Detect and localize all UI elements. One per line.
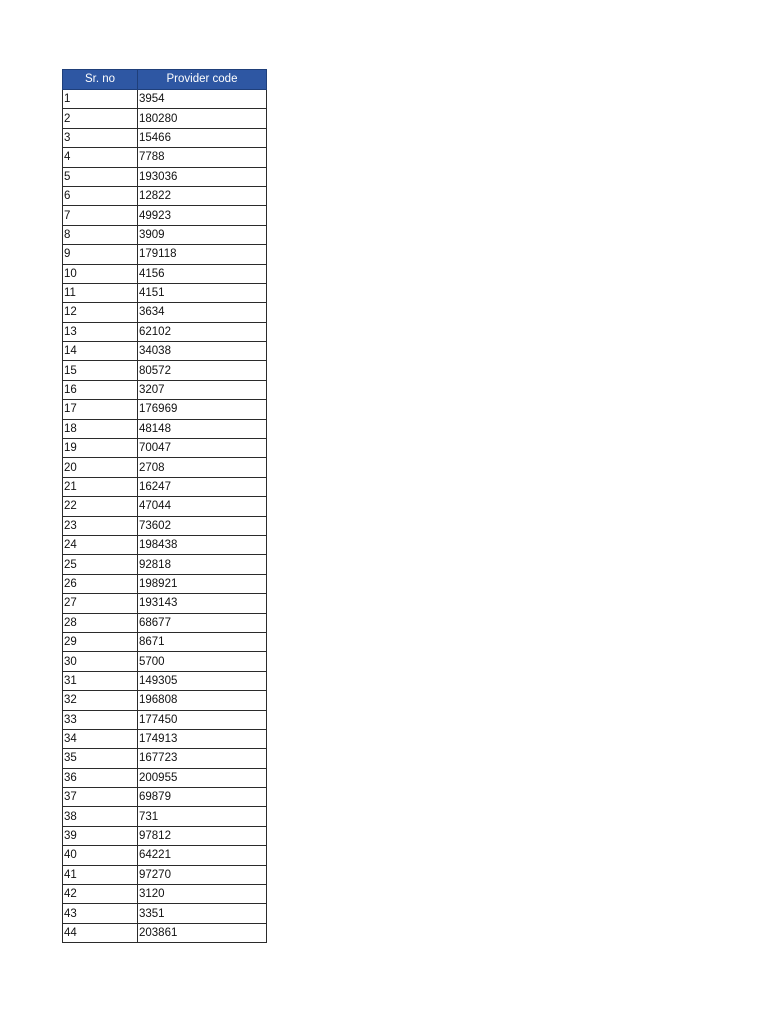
provider-code-cell: 174913 — [138, 729, 267, 748]
sr-no-cell: 15 — [63, 361, 138, 380]
sr-no-cell: 33 — [63, 710, 138, 729]
table-row — [63, 555, 267, 574]
provider-code-cell: 64221 — [138, 846, 267, 865]
sr-no-cell: 2 — [63, 109, 138, 128]
sr-no-cell: 10 — [63, 264, 138, 283]
table-row — [63, 671, 267, 690]
sr-no-cell: 9 — [63, 245, 138, 264]
table-row — [63, 749, 267, 768]
table-row — [63, 574, 267, 593]
table-row — [63, 729, 267, 748]
provider-code-cell: 4151 — [138, 283, 267, 302]
sr-no-cell: 29 — [63, 632, 138, 651]
sr-no-cell: 42 — [63, 885, 138, 904]
sr-no-cell: 43 — [63, 904, 138, 923]
provider-code-cell: 49923 — [138, 206, 267, 225]
sr-no-cell: 8 — [63, 225, 138, 244]
sr-no-cell: 3 — [63, 128, 138, 147]
table-row — [63, 322, 267, 341]
sr-no-cell: 26 — [63, 574, 138, 593]
table-row — [63, 904, 267, 923]
table-row — [63, 632, 267, 651]
table-row — [63, 885, 267, 904]
table-row — [63, 283, 267, 302]
provider-code-cell: 193036 — [138, 167, 267, 186]
provider-code-cell: 73602 — [138, 516, 267, 535]
table-row — [63, 516, 267, 535]
table-row — [63, 458, 267, 477]
table-row — [63, 768, 267, 787]
column-header-provider-code: Provider code — [138, 70, 267, 90]
table-row — [63, 225, 267, 244]
sr-no-cell: 16 — [63, 380, 138, 399]
table-row — [63, 826, 267, 845]
provider-code-cell: 3120 — [138, 885, 267, 904]
sr-no-cell: 41 — [63, 865, 138, 884]
table-row — [63, 923, 267, 942]
provider-code-cell: 48148 — [138, 419, 267, 438]
provider-code-cell: 3207 — [138, 380, 267, 399]
table-row — [63, 419, 267, 438]
provider-code-cell: 80572 — [138, 361, 267, 380]
table-row — [63, 206, 267, 225]
sr-no-cell: 17 — [63, 400, 138, 419]
provider-code-cell: 68677 — [138, 613, 267, 632]
table-row — [63, 652, 267, 671]
provider-code-cell: 149305 — [138, 671, 267, 690]
provider-code-cell: 8671 — [138, 632, 267, 651]
sr-no-cell: 30 — [63, 652, 138, 671]
sr-no-cell: 40 — [63, 846, 138, 865]
provider-code-cell: 198438 — [138, 535, 267, 554]
table-row — [63, 788, 267, 807]
table-row — [63, 439, 267, 458]
sr-no-cell: 27 — [63, 594, 138, 613]
provider-code-cell: 97270 — [138, 865, 267, 884]
sr-no-cell: 6 — [63, 186, 138, 205]
table-row — [63, 303, 267, 322]
sr-no-cell: 1 — [63, 90, 138, 109]
sr-no-cell: 35 — [63, 749, 138, 768]
provider-code-cell: 16247 — [138, 477, 267, 496]
provider-code-cell: 70047 — [138, 439, 267, 458]
table-row — [63, 264, 267, 283]
table-row — [63, 613, 267, 632]
provider-code-cell: 198921 — [138, 574, 267, 593]
provider-code-cell: 15466 — [138, 128, 267, 147]
provider-code-cell: 62102 — [138, 322, 267, 341]
provider-code-cell: 203861 — [138, 923, 267, 942]
sr-no-cell: 4 — [63, 148, 138, 167]
sr-no-cell: 23 — [63, 516, 138, 535]
provider-code-cell: 3909 — [138, 225, 267, 244]
sr-no-cell: 37 — [63, 788, 138, 807]
column-header-sr-no: Sr. no — [63, 70, 138, 90]
provider-code-cell: 193143 — [138, 594, 267, 613]
table-row — [63, 691, 267, 710]
table-row — [63, 90, 267, 109]
sr-no-cell: 19 — [63, 439, 138, 458]
provider-code-cell: 3954 — [138, 90, 267, 109]
sr-no-cell: 12 — [63, 303, 138, 322]
provider-code-cell: 97812 — [138, 826, 267, 845]
provider-code-cell: 3351 — [138, 904, 267, 923]
sr-no-cell: 38 — [63, 807, 138, 826]
table-row — [63, 245, 267, 264]
sr-no-cell: 21 — [63, 477, 138, 496]
table-body — [63, 90, 267, 943]
sr-no-cell: 18 — [63, 419, 138, 438]
sr-no-cell: 34 — [63, 729, 138, 748]
provider-code-cell: 2708 — [138, 458, 267, 477]
provider-code-cell: 5700 — [138, 652, 267, 671]
table-row — [63, 186, 267, 205]
provider-code-cell: 200955 — [138, 768, 267, 787]
provider-code-table — [62, 69, 267, 943]
provider-code-cell: 12822 — [138, 186, 267, 205]
provider-code-cell: 34038 — [138, 342, 267, 361]
provider-code-cell: 176969 — [138, 400, 267, 419]
provider-code-cell: 196808 — [138, 691, 267, 710]
table-row — [63, 128, 267, 147]
table-row — [63, 167, 267, 186]
table-row — [63, 342, 267, 361]
sr-no-cell: 24 — [63, 535, 138, 554]
table-row — [63, 477, 267, 496]
provider-code-cell: 7788 — [138, 148, 267, 167]
sr-no-cell: 13 — [63, 322, 138, 341]
provider-code-cell: 179118 — [138, 245, 267, 264]
sr-no-cell: 22 — [63, 497, 138, 516]
table-row — [63, 148, 267, 167]
sr-no-cell: 14 — [63, 342, 138, 361]
sr-no-cell: 31 — [63, 671, 138, 690]
provider-code-cell: 177450 — [138, 710, 267, 729]
table-row — [63, 497, 267, 516]
provider-code-cell: 3634 — [138, 303, 267, 322]
sr-no-cell: 7 — [63, 206, 138, 225]
table-row — [63, 361, 267, 380]
sr-no-cell: 5 — [63, 167, 138, 186]
table-row — [63, 865, 267, 884]
table-row — [63, 846, 267, 865]
provider-code-cell: 47044 — [138, 497, 267, 516]
sr-no-cell: 39 — [63, 826, 138, 845]
table-header-row — [63, 70, 267, 90]
table-row — [63, 109, 267, 128]
table-row — [63, 380, 267, 399]
provider-code-cell: 180280 — [138, 109, 267, 128]
provider-code-cell: 92818 — [138, 555, 267, 574]
sr-no-cell: 28 — [63, 613, 138, 632]
sr-no-cell: 20 — [63, 458, 138, 477]
sr-no-cell: 44 — [63, 923, 138, 942]
provider-code-cell: 4156 — [138, 264, 267, 283]
sr-no-cell: 25 — [63, 555, 138, 574]
table-row — [63, 594, 267, 613]
table-row — [63, 535, 267, 554]
table-row — [63, 400, 267, 419]
provider-code-cell: 731 — [138, 807, 267, 826]
table-row — [63, 710, 267, 729]
sr-no-cell: 11 — [63, 283, 138, 302]
provider-code-cell: 69879 — [138, 788, 267, 807]
table-row — [63, 807, 267, 826]
sr-no-cell: 36 — [63, 768, 138, 787]
provider-code-cell: 167723 — [138, 749, 267, 768]
sr-no-cell: 32 — [63, 691, 138, 710]
